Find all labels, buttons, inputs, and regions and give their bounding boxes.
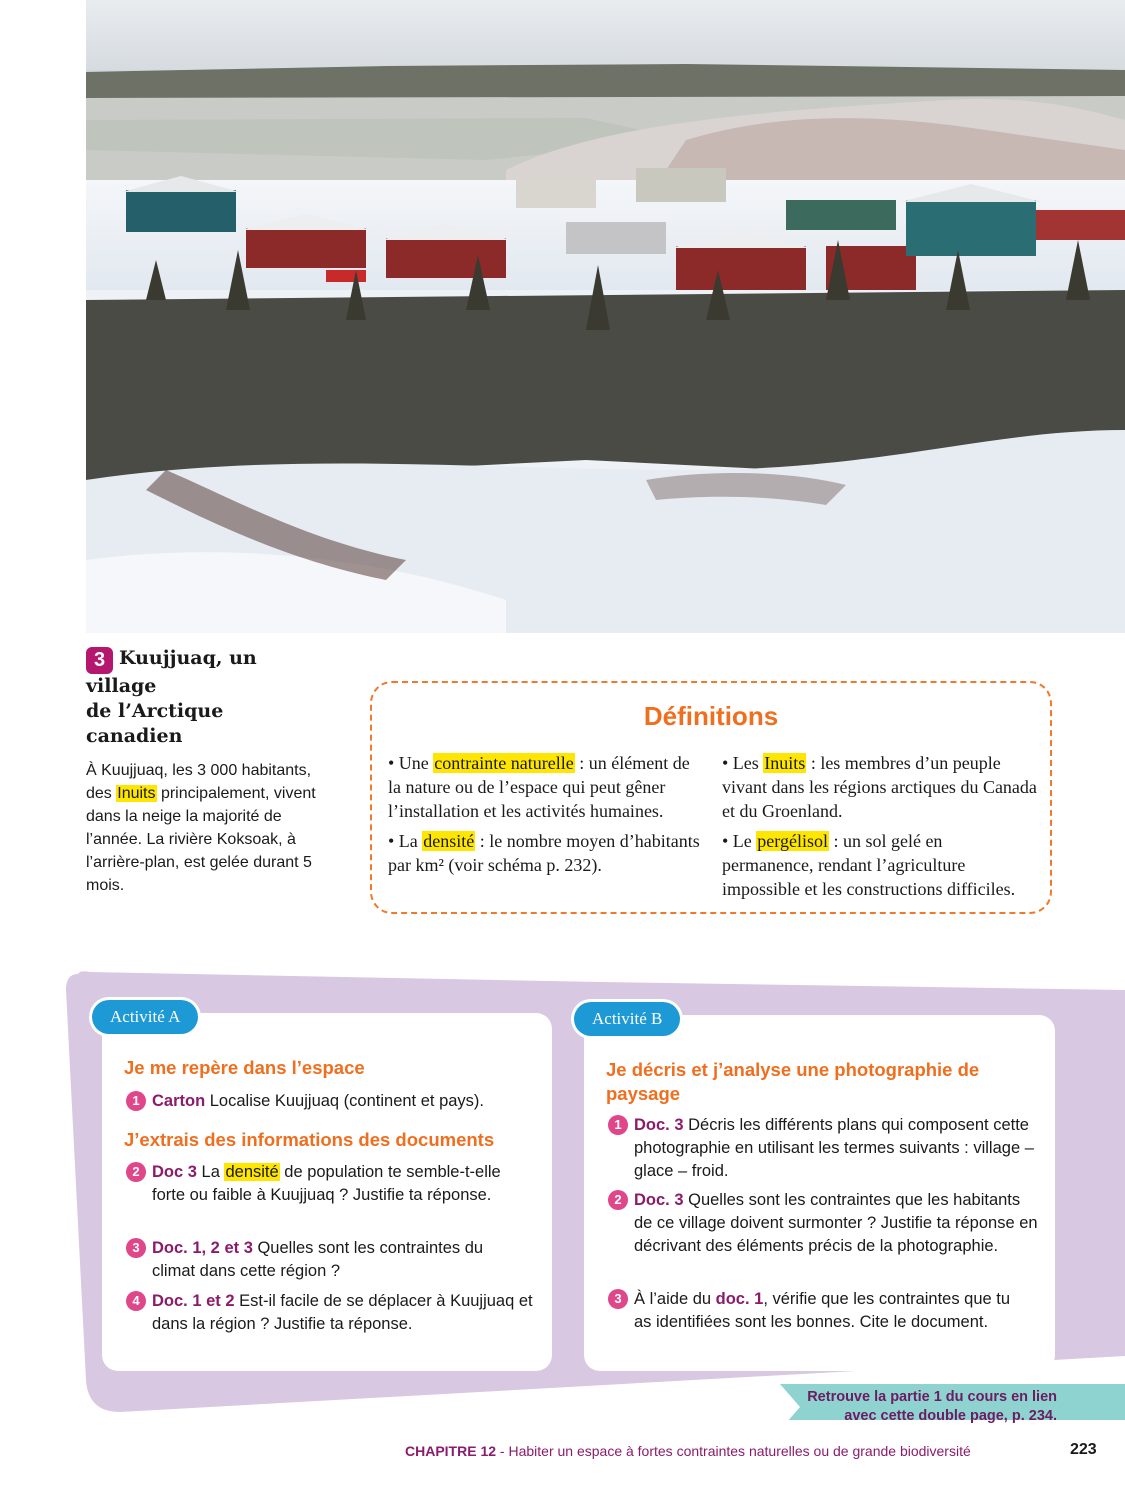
definitions-column-left xyxy=(388,751,706,883)
chapter-title: - Habiter un espace à fortes contraintes naturelles ou de grande biodiversité xyxy=(496,1443,971,1459)
definition-term: Inuits xyxy=(764,753,806,773)
village-photo xyxy=(86,0,1125,633)
definition-item: • Le pergélisol : un sol gelé en permanence, rendant l’agriculture impossible et les constructions difficiles. xyxy=(722,831,1016,899)
chapter-footer xyxy=(405,1443,971,1459)
document-reference: Carton xyxy=(152,1092,206,1110)
activity-b-question-2: 2 Doc. 3 Quelles sont les contraintes que les habitants de ce village doivent surmonter ? Justifie ta réponse en décrivant des éléments précis de la photographie. xyxy=(634,1189,1039,1258)
document-reference: Doc. 3 xyxy=(634,1116,684,1134)
question-number-badge: 1 xyxy=(126,1091,146,1111)
activity-a-question-2: 2 Doc 3 La densité de population te semble-t-elle forte ou faible à Kuujjuaq ? Justifie ta réponse. xyxy=(152,1161,510,1207)
page-number: 223 xyxy=(1070,1441,1097,1458)
photo-illustration xyxy=(86,0,1125,633)
question-number-badge: 4 xyxy=(126,1291,146,1311)
chapter-label: CHAPITRE 12 xyxy=(405,1443,497,1459)
definition-item: • La densité : le nombre moyen d’habitants par km² (voir schéma p. 232). xyxy=(388,831,700,875)
photo-caption xyxy=(86,646,326,897)
activity-a-tag: Activité A xyxy=(92,1000,198,1034)
course-reference-note: Retrouve la partie 1 du cours en lien avec cette double page, p. 234. xyxy=(807,1389,1057,1424)
activity-a-question-1: 1 Carton Localise Kuujjuaq (continent et pays). xyxy=(152,1090,542,1113)
document-number-badge: 3 xyxy=(86,647,113,674)
document-reference: Doc. 3 xyxy=(634,1191,684,1209)
caption-title-line2: de l’Arctique canadien xyxy=(86,700,224,747)
caption-title-line1: Kuujjuaq, un village xyxy=(86,647,257,697)
caption-title xyxy=(86,646,326,749)
definition-item: • Les Inuits : les membres d’un peuple vivant dans les régions arctiques du Canada et du Groenland. xyxy=(722,753,1037,821)
activity-a-question-3: 3 Doc. 1, 2 et 3 Quelles sont les contraintes du climat dans cette région ? xyxy=(152,1237,510,1283)
definitions-column-right xyxy=(722,751,1038,907)
definition-term: densité xyxy=(423,831,475,851)
activity-b-heading: Je décris et j’analyse une photographie de paysage xyxy=(606,1059,980,1104)
activity-a-heading-2: J’extrais des informations des documents xyxy=(124,1129,495,1150)
definitions-box xyxy=(370,681,1052,914)
document-reference: Doc 3 xyxy=(152,1163,197,1181)
activity-a-question-4: 4 Doc. 1 et 2 Est-il facile de se déplacer à Kuujjuaq et dans la région ? Justifie ta réponse. xyxy=(152,1290,537,1336)
document-reference: Doc. 1 et 2 xyxy=(152,1292,235,1310)
definition-term: pergélisol xyxy=(757,831,828,851)
question-number-badge: 1 xyxy=(608,1115,628,1135)
definitions-title: Définitions xyxy=(643,701,779,731)
definition-term: contrainte naturelle xyxy=(434,753,574,773)
activity-b-question-3: 3 À l’aide du doc. 1, vérifie que les contraintes que tu as identifiées sont les bonnes. Cite le document. xyxy=(634,1288,1024,1334)
activity-b-tag: Activité B xyxy=(574,1002,680,1036)
question-number-badge: 2 xyxy=(126,1162,146,1182)
definition-item: • Une contrainte naturelle : un élément de la nature ou de l’espace qui peut gêner l’installation et les activités humaines. xyxy=(388,753,690,821)
caption-text: À Kuujjuaq, les 3 000 habitants, des Inuits principalement, vivent dans la neige la majorité de l’année. La rivière Koksoak, à l’arrière-plan, est gelée durant 5 mois. xyxy=(86,762,316,894)
document-reference: doc. 1 xyxy=(715,1290,764,1308)
activity-b-question-1: 1 Doc. 3 Décris les différents plans qui composent cette photographie en utilisant les termes suivants : village – glace – froid. xyxy=(634,1114,1039,1183)
question-number-badge: 2 xyxy=(608,1190,628,1210)
activity-a-heading-1: Je me repère dans l’espace xyxy=(124,1057,365,1078)
highlight-inuits: Inuits xyxy=(117,785,156,802)
highlight-densite: densité xyxy=(225,1163,279,1181)
document-reference: Doc. 1, 2 et 3 xyxy=(152,1239,253,1257)
question-number-badge: 3 xyxy=(608,1289,628,1309)
question-number-badge: 3 xyxy=(126,1238,146,1258)
